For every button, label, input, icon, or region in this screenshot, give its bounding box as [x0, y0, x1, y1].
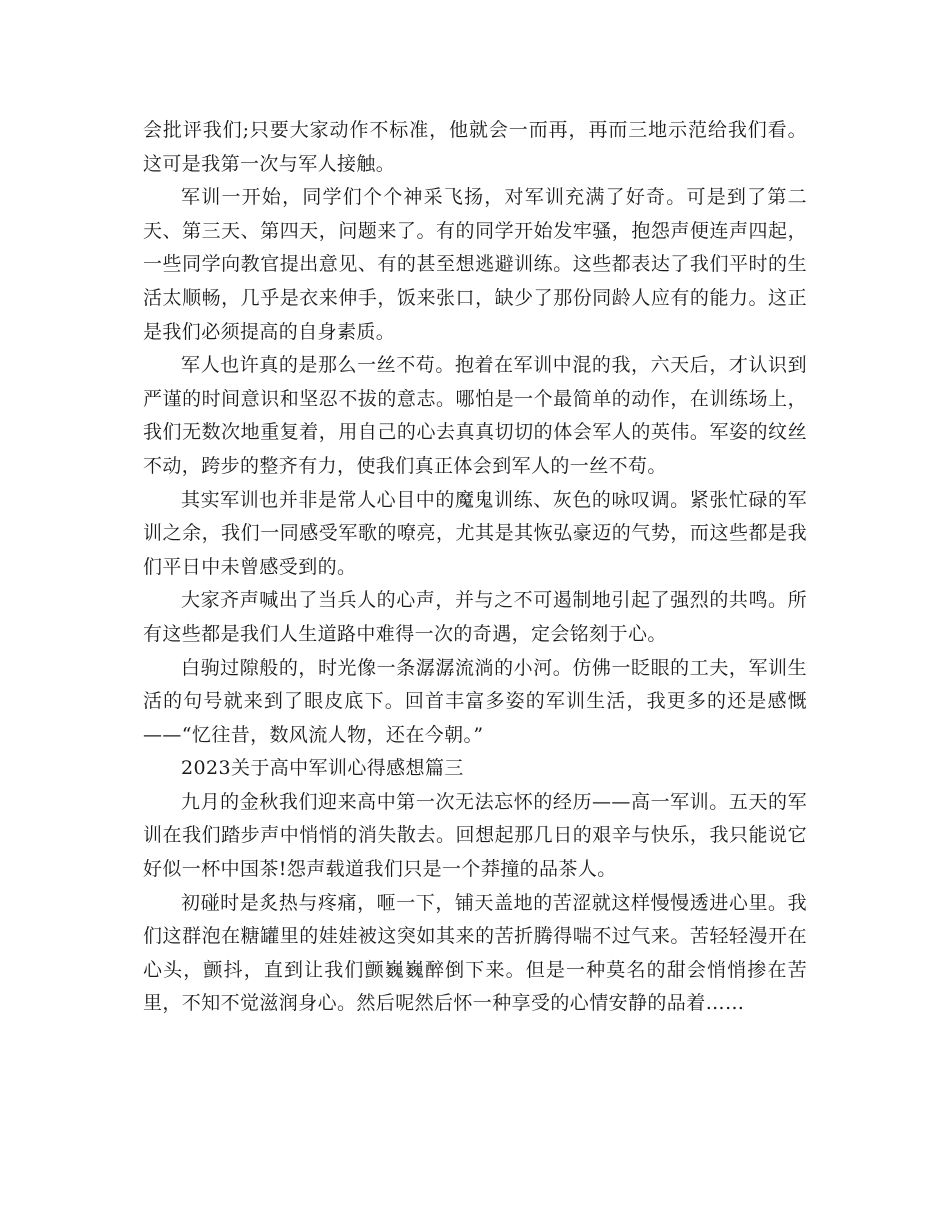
paragraph-1: 会批评我们;只要大家动作不标准，他就会一而再，再而三地示范给我们看。这可是我第一次与军人接触。 — [143, 119, 807, 175]
paragraph-5: 大家齐声喊出了当兵人的心声，并与之不可遏制地引起了强烈的共鸣。所有这些都是我们人生道路中难得一次的奇遇，定会铭刻于心。 — [143, 589, 807, 645]
paragraph-3: 军人也许真的是那么一丝不苟。抱着在军训中混的我，六天后，才认识到严谨的时间意识和坚忍不拔的意志。哪怕是一个最简单的动作，在训练场上，我们无数次地重复着，用自己的心去真真切切的体会军人的英伟。军姿的纹丝不动，跨步的整齐有力，使我们真正体会到军人的一丝不苟。 — [143, 354, 807, 477]
paragraph-2: 军训一开始，同学们个个神采飞扬，对军训充满了好奇。可是到了第二天、第三天、第四天，问题来了。有的同学开始发牢骚，抱怨声便连声四起，一些同学向教官提出意见、有的甚至想逃避训练。这些都表达了我们平时的生活太顺畅，几乎是衣来伸手，饭来张口，缺少了那份同龄人应有的能力。这正是我们必须提高的自身素质。 — [143, 186, 807, 343]
section-heading: 2023关于高中军训心得感想篇三 — [181, 757, 464, 780]
document-body — [143, 114, 807, 1021]
paragraph-4: 其实军训也并非是常人心目中的魔鬼训练、灰色的咏叹调。紧张忙碌的军训之余，我们一同感受军歌的嘹亮，尤其是其恢弘豪迈的气势，而这些都是我们平日中未曾感受到的。 — [143, 488, 807, 578]
paragraph-7: 九月的金秋我们迎来高中第一次无法忘怀的经历——高一军训。五天的军训在我们踏步声中悄悄的消失散去。回想起那几日的艰辛与快乐，我只能说它好似一杯中国茶!怨声载道我们只是一个莽撞的品茶人。 — [143, 790, 807, 881]
paragraph-6: 白驹过隙般的，时光像一条潺潺流淌的小河。仿佛一眨眼的工夫，军训生活的句号就来到了眼皮底下。回首丰富多姿的军训生活，我更多的还是感慨——“忆往昔，数风流人物，还在今朝。” — [143, 656, 807, 746]
paragraph-8: 初碰时是炙热与疼痛，咂一下，铺天盖地的苦涩就这样慢慢透进心里。我们这群泡在糖罐里的娃娃被这突如其来的苦折腾得喘不过气来。苦轻轻漫开在心头，颤抖，直到让我们颤巍巍醉倒下来。但是一种莫名的甜会悄悄掺在苦里，不知不觉滋润身心。然后呢然后怀一种享受的心情安静的品着…… — [143, 891, 807, 1015]
